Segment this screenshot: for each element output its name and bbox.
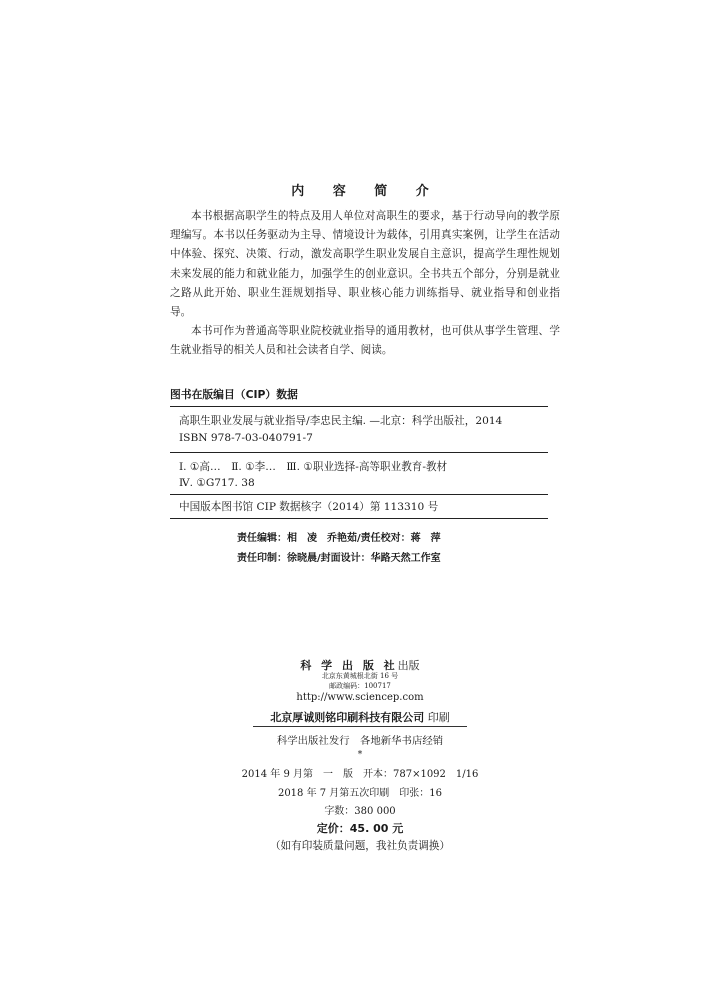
separator-star: * <box>357 750 363 760</box>
publisher-title: 科 学 出 版 社 <box>300 659 398 672</box>
cip-line: Ⅰ. ①高… Ⅱ. ①李… Ⅲ. ①职业选择-高等职业教育-教材 <box>179 461 448 473</box>
intro-text <box>170 207 560 361</box>
cip-mid-rule <box>170 494 548 495</box>
printer-name <box>0 709 720 725</box>
page-title: 内 容 简 介 <box>291 184 441 199</box>
publisher-address: 北京东黄城根北街 16 号 <box>321 672 399 680</box>
publisher-suffix: 出版 <box>397 659 420 672</box>
divider <box>253 726 467 727</box>
distribution: 科学出版社发行 各地新华书店经销 <box>276 735 444 747</box>
printer-title: 北京厚诚则铭印刷科技有限公司 <box>270 711 425 724</box>
cip-record: 中国版本图书馆 CIP 数据核字（2014）第 113310 号 <box>179 501 439 513</box>
printer-suffix: 印刷 <box>427 711 450 724</box>
cip-heading: 图书在版编目（CIP）数据 <box>170 388 298 401</box>
cip-top-rule <box>170 406 548 407</box>
staff-editors: 责任编辑：相 凌 乔艳茹/责任校对：蒋 萍 <box>237 533 441 544</box>
intro-paragraph: 本书可作为普通高等职业院校就业指导的通用教材，也可供从事学生管理、学生就业指导的相关人员和社会读者自学、阅读。 <box>170 325 560 357</box>
quality-note: （如有印装质量问题，我社负责调换） <box>269 840 451 852</box>
intro-paragraph: 本书根据高职学生的特点及用人单位对高职生的要求，基于行动导向的教学原理编写。本书以任务驱动为主导、情境设计为载体，引用真实案例，让学生在活动中体验、探究、决策、行动，激发高职学生职业发展自主意识，提高学生理性规划未来发展的能力和就业能力，加强学生的创业意识。全书共五个部分，分别是就业之路从此开始、职业生涯规划指导、职业核心能力训练指导、就业指导和创业指导。 <box>170 210 560 319</box>
printing-line: 2018 年 7 月第五次印刷 印张：16 <box>277 788 443 799</box>
staff-printing: 责任印制：徐晓晨/封面设计：华路天然工作室 <box>237 553 441 564</box>
publisher-url: http://www.sciencep.com <box>296 692 424 703</box>
cip-bottom-rule <box>170 518 548 519</box>
price: 定价：45. 00 元 <box>316 822 404 835</box>
cip-mid-rule <box>170 452 548 453</box>
cip-line: Ⅳ. ①G717. 38 <box>179 477 255 489</box>
edition-line: 2014 年 9 月第 一 版 开本：787×1092 1/16 <box>241 769 479 780</box>
cip-line: ISBN 978-7-03-040791-7 <box>179 432 313 444</box>
cip-line: 高职生职业发展与就业指导/李忠民主编. —北京：科学出版社，2014 <box>179 415 503 427</box>
word-count: 字数：380 000 <box>324 806 396 817</box>
publisher-postcode: 邮政编码：100717 <box>329 682 391 690</box>
